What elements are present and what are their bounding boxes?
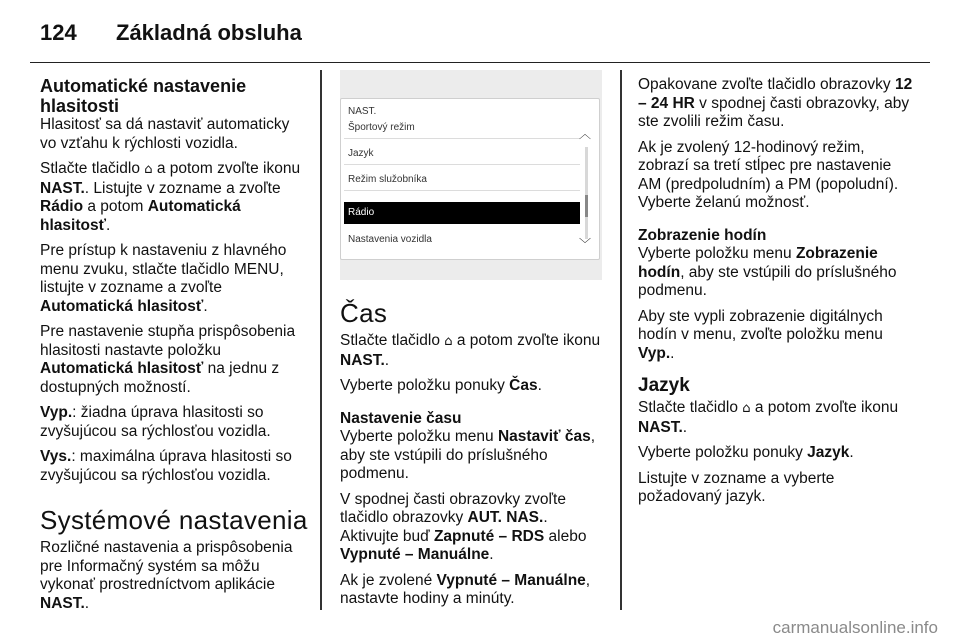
watermark: carmanualsonline.info xyxy=(772,618,938,637)
paragraph: Vyberte položku ponuky Čas. xyxy=(340,377,542,394)
column-1 xyxy=(40,76,310,620)
menu-item: Jazyk xyxy=(344,143,580,165)
column-divider xyxy=(620,70,622,610)
home-icon: ⌂ xyxy=(444,334,453,349)
page-title: Základná obsluha xyxy=(116,20,302,45)
paragraph: Vyberte položku ponuky Jazyk. xyxy=(638,444,854,461)
section-heading-system-settings: Systémové nastavenia xyxy=(40,505,308,535)
menu-item: Nastavenia vozidla xyxy=(348,234,432,245)
home-icon: ⌂ xyxy=(144,162,153,177)
column-3 xyxy=(638,76,913,514)
paragraph: Stlačte tlačidlo ⌂ a potom zvoľte ikonu NAST.. Listujte v zozname a zvoľte Rádio a potom Automatická hlasitosť. xyxy=(40,160,301,234)
paragraph: Vys.: maximálna úprava hlasitosti so zvyšujúcou sa rýchlosťou vozidla. xyxy=(40,448,292,484)
chevron-down-icon: ﹀ xyxy=(578,236,591,251)
paragraph: Rozličné nastavenia a prispôsobenia pre Informačný systém sa môžu vykonať prostredníctvom aplikácie NAST.. xyxy=(40,539,293,612)
paragraph: Aby ste vypli zobrazenie digitálnych hodín v menu, zvoľte položku menu Vyp.. xyxy=(638,307,883,362)
menu-item: Športový režim xyxy=(344,117,580,139)
menu-item: Režim služobníka xyxy=(344,169,580,191)
paragraph: V spodnej časti obrazovky zvoľte tlačidlo obrazovky AUT. NAS.. Aktivujte buď Zapnuté – RDS alebo Vypnuté – Manuálne. xyxy=(340,490,587,563)
home-icon: ⌂ xyxy=(742,401,751,416)
paragraph: Pre prístup k nastaveniu z hlavného menu zvuku, stlačte tlačidlo MENU, listujte v zozname a zvoľte Automatická hlasitosť. xyxy=(40,242,287,315)
paragraph: Listujte v zozname a vyberte požadovaný jazyk. xyxy=(638,469,835,505)
page-header xyxy=(30,14,930,63)
settings-screen-image xyxy=(340,70,602,280)
settings-menu-panel xyxy=(340,98,600,260)
section-heading-time: Čas xyxy=(340,298,388,328)
column-divider xyxy=(320,70,322,610)
chevron-up-icon: ︿ xyxy=(578,127,591,141)
paragraph: Vyberte položku menu Zobrazenie hodín, aby ste vstúpili do príslušného podmenu. xyxy=(638,245,897,299)
paragraph: Vyberte položku menu Nastaviť čas, aby ste vstúpili do príslušného podmenu. xyxy=(340,428,596,482)
section-heading-auto-volume: Automatické nastavenie hlasitosti xyxy=(40,76,247,116)
paragraph: Opakovane zvoľte tlačidlo obrazovky 12 – 24 HR v spodnej časti obrazovky, aby ste zvolili režim času. xyxy=(638,76,913,130)
scrollbar-track xyxy=(585,147,588,239)
paragraph: Ak je zvolený 12-hodinový režim, zobrazí sa tretí stĺpec pre nastavenie AM (predpoludním) a PM (popoludní). Vyberte želanú možnosť. xyxy=(638,138,899,211)
paragraph: Vyp.: žiadna úprava hlasitosti so zvyšujúcou sa rýchlosťou vozidla. xyxy=(40,404,271,440)
subheading-set-time: Nastavenie času xyxy=(340,409,462,427)
menu-item-selected: Rádio xyxy=(344,202,580,224)
subheading-clock-display: Zobrazenie hodín xyxy=(638,226,767,244)
paragraph: Pre nastavenie stupňa prispôsobenia hlasitosti nastavte položku Automatická hlasitosť na jednu z dostupných možností. xyxy=(40,323,296,396)
paragraph: Hlasitosť sa dá nastaviť automaticky vo vzťahu k rýchlosti vozidla. xyxy=(40,116,290,152)
column-2 xyxy=(340,70,605,616)
paragraph: Ak je zvolené Vypnuté – Manuálne, nastavte hodiny a minúty. xyxy=(340,571,591,607)
scrollbar-thumb xyxy=(585,195,588,217)
paragraph: Stlačte tlačidlo ⌂ a potom zvoľte ikonu NAST.. xyxy=(340,332,601,369)
page-number: 124 xyxy=(40,20,77,45)
paragraph: Stlačte tlačidlo ⌂ a potom zvoľte ikonu NAST.. xyxy=(638,399,899,436)
section-heading-language: Jazyk xyxy=(638,375,690,396)
screen-title: NAST. xyxy=(348,106,377,117)
